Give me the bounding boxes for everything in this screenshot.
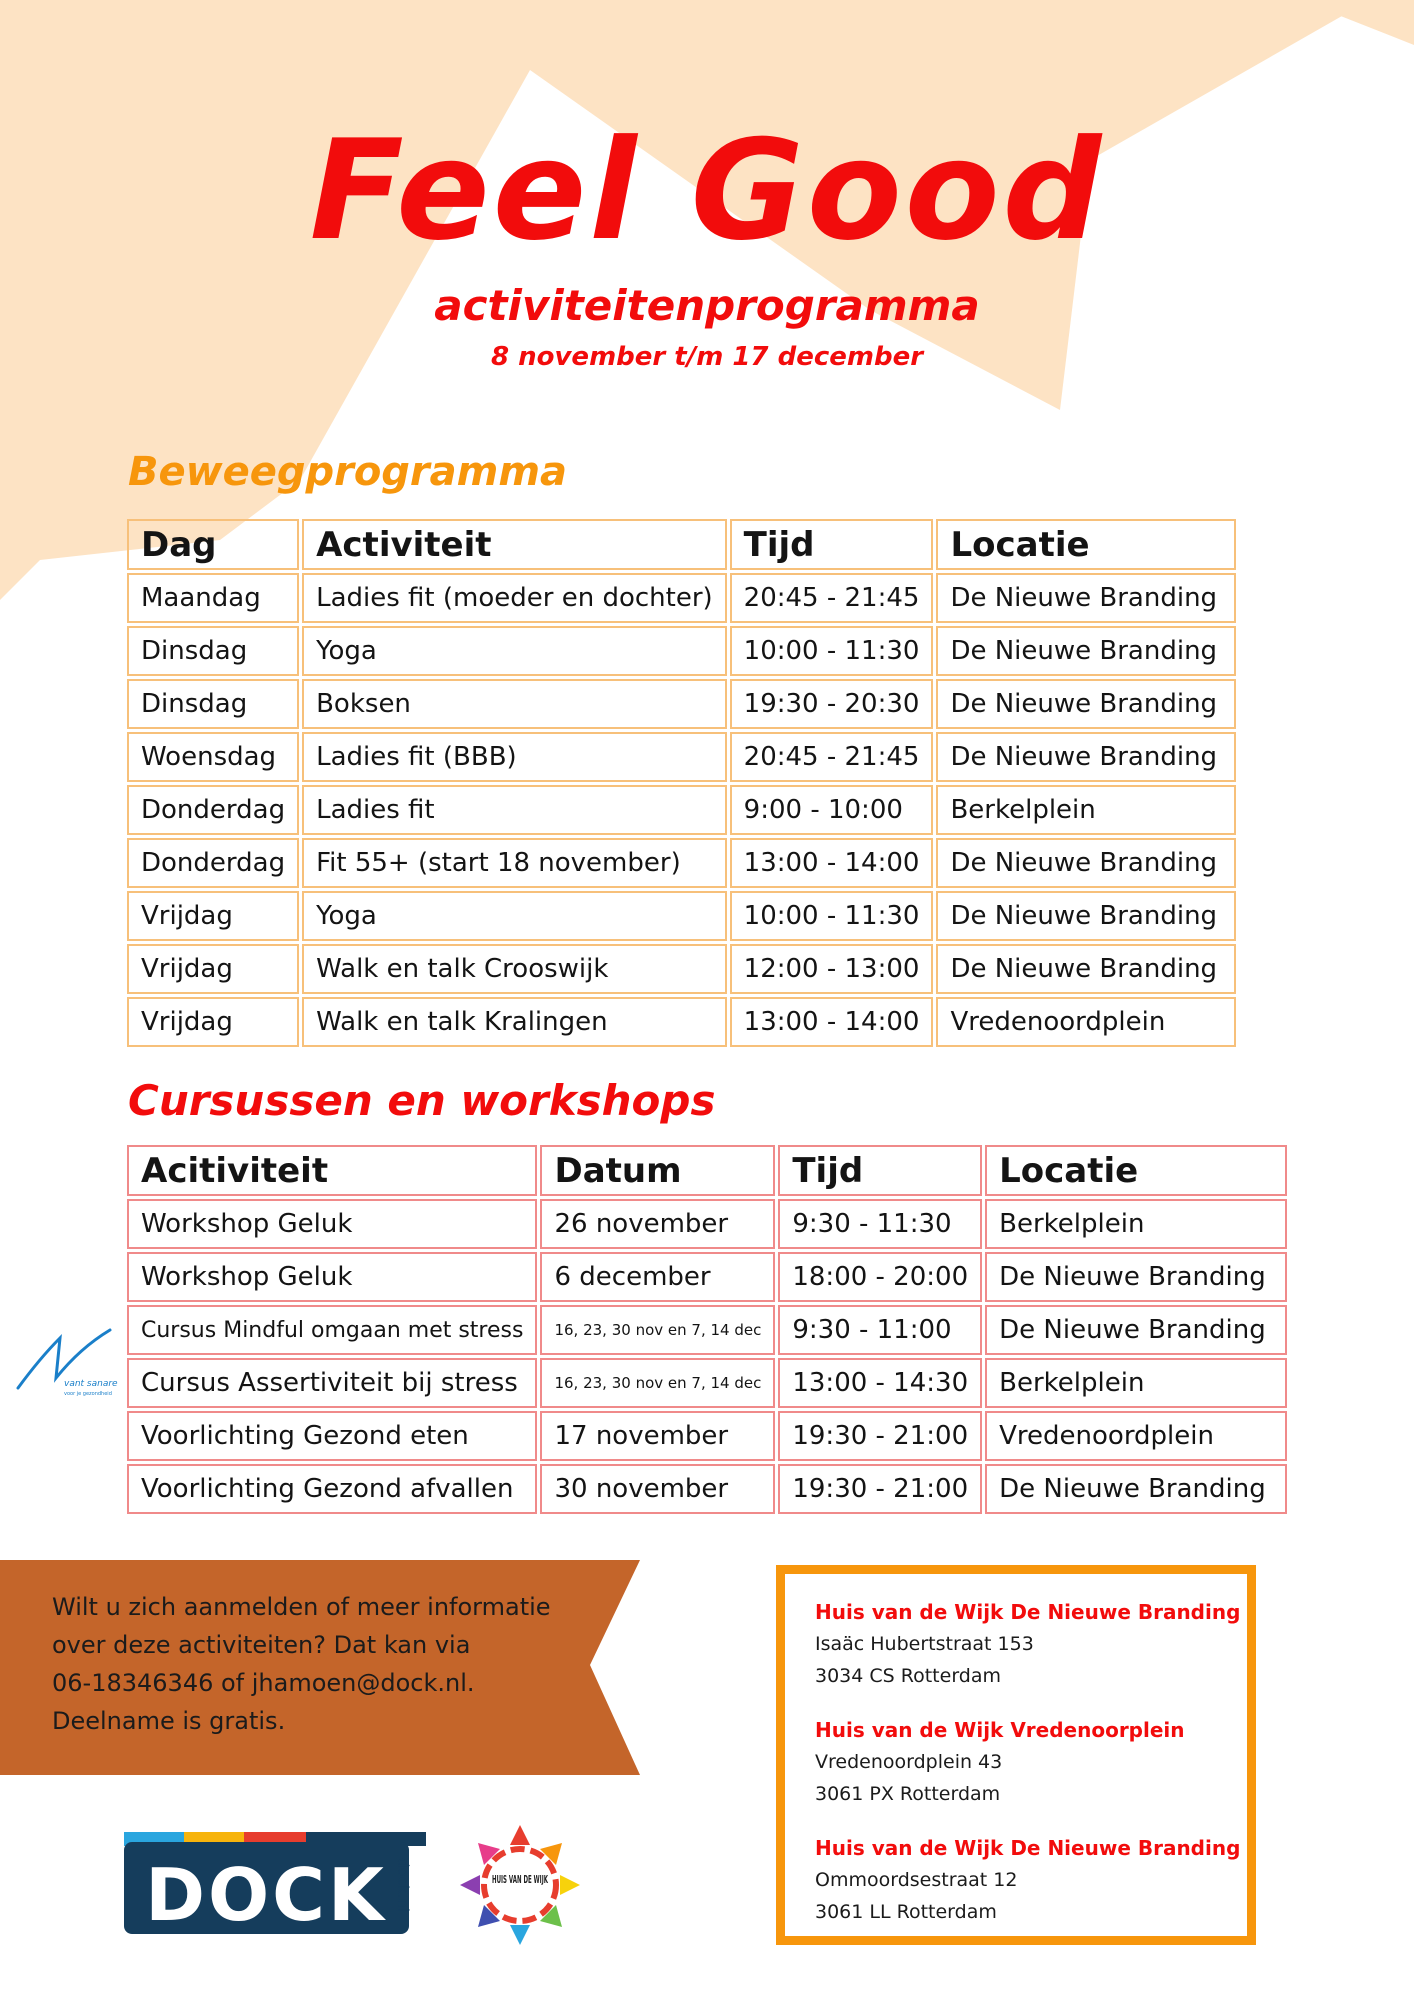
table-row xyxy=(127,891,1236,941)
cell-dag: Dinsdag xyxy=(127,679,299,729)
table-row xyxy=(127,1199,1287,1249)
cell-activiteit: Voorlichting Gezond eten xyxy=(127,1411,537,1461)
cell-tijd: 10:00 - 11:30 xyxy=(730,626,934,676)
cell-locatie: De Nieuwe Branding xyxy=(936,838,1236,888)
info-line: 06-18346346 of jhamoen@dock.nl. xyxy=(52,1669,475,1697)
page-title: Feel Good xyxy=(309,110,1105,271)
cell-locatie: Vredenoordplein xyxy=(936,997,1236,1047)
cell-activiteit: Cursus Mindful omgaan met stress xyxy=(127,1305,537,1355)
dock-url: dock.nl xyxy=(394,1858,412,1913)
table-row xyxy=(127,626,1236,676)
cell-tijd: 19:30 - 21:00 xyxy=(778,1411,982,1461)
info-line: Wilt u zich aanmelden of meer informatie xyxy=(52,1593,551,1621)
vant-sanare-logo xyxy=(10,1318,120,1398)
info-text xyxy=(52,1588,572,1740)
cell-datum: 26 november xyxy=(540,1199,775,1249)
cursussen-heading: Cursussen en workshops xyxy=(128,1076,716,1125)
cell-datum: 16, 23, 30 nov en 7, 14 dec xyxy=(540,1358,775,1408)
table-row xyxy=(127,785,1236,835)
table-row xyxy=(127,1252,1287,1302)
cell-locatie: De Nieuwe Branding xyxy=(936,573,1236,623)
column-header: Tijd xyxy=(778,1145,982,1196)
table-row xyxy=(127,1464,1287,1514)
info-line: over deze activiteiten? Dat kan via xyxy=(52,1631,471,1659)
cell-dag: Woensdag xyxy=(127,732,299,782)
beweeg-table xyxy=(124,516,1239,1050)
cell-activiteit: Walk en talk Kralingen xyxy=(302,997,727,1047)
cell-datum: 17 november xyxy=(540,1411,775,1461)
table-row xyxy=(127,997,1236,1047)
column-header: Activiteit xyxy=(302,519,727,570)
cell-tijd: 18:00 - 20:00 xyxy=(778,1252,982,1302)
dock-wordmark: DOCK xyxy=(145,1853,387,1937)
cell-locatie: De Nieuwe Branding xyxy=(936,626,1236,676)
cell-locatie: De Nieuwe Branding xyxy=(985,1464,1287,1514)
cell-locatie: De Nieuwe Branding xyxy=(936,944,1236,994)
cell-activiteit: Voorlichting Gezond afvallen xyxy=(127,1464,537,1514)
address-block xyxy=(815,1832,1247,1928)
table-row xyxy=(127,573,1236,623)
address-street: Vredenoordplein 43 xyxy=(815,1751,1003,1773)
table-header-row xyxy=(127,519,1236,570)
address-city: 3034 CS Rotterdam xyxy=(815,1665,1002,1687)
cell-activiteit: Yoga xyxy=(302,626,727,676)
cell-locatie: Berkelplein xyxy=(985,1358,1287,1408)
cell-tijd: 9:00 - 10:00 xyxy=(730,785,934,835)
address-street: Isaäc Hubertstraat 153 xyxy=(815,1633,1034,1655)
cell-tijd: 19:30 - 21:00 xyxy=(778,1464,982,1514)
cell-locatie: Berkelplein xyxy=(985,1199,1287,1249)
table-row xyxy=(127,679,1236,729)
address-name: Huis van de Wijk De Nieuwe Branding xyxy=(815,1836,1241,1860)
cell-tijd: 13:00 - 14:30 xyxy=(778,1358,982,1408)
cell-activiteit: Fit 55+ (start 18 november) xyxy=(302,838,727,888)
cell-dag: Dinsdag xyxy=(127,626,299,676)
cell-locatie: De Nieuwe Branding xyxy=(985,1252,1287,1302)
cell-locatie: De Nieuwe Branding xyxy=(936,891,1236,941)
hvdw-text: HUIS VAN DE WIJK xyxy=(492,1873,549,1886)
address-name: Huis van de Wijk Vredenoorplein xyxy=(815,1718,1185,1742)
cell-tijd: 19:30 - 20:30 xyxy=(730,679,934,729)
table-row xyxy=(127,732,1236,782)
cell-dag: Maandag xyxy=(127,573,299,623)
cell-activiteit: Yoga xyxy=(302,891,727,941)
cell-dag: Vrijdag xyxy=(127,944,299,994)
cell-activiteit: Workshop Geluk xyxy=(127,1199,537,1249)
cell-activiteit: Boksen xyxy=(302,679,727,729)
cell-activiteit: Cursus Assertiviteit bij stress xyxy=(127,1358,537,1408)
cell-activiteit: Ladies fit (moeder en dochter) xyxy=(302,573,727,623)
cell-locatie: Berkelplein xyxy=(936,785,1236,835)
cell-activiteit: Ladies fit (BBB) xyxy=(302,732,727,782)
address-box xyxy=(776,1565,1256,1945)
cell-dag: Vrijdag xyxy=(127,997,299,1047)
column-header: Acitiviteit xyxy=(127,1145,537,1196)
cell-dag: Vrijdag xyxy=(127,891,299,941)
address-city: 3061 PX Rotterdam xyxy=(815,1783,1001,1805)
table-row xyxy=(127,1305,1287,1355)
column-header: Tijd xyxy=(730,519,934,570)
cell-tijd: 20:45 - 21:45 xyxy=(730,732,934,782)
address-city: 3061 LL Rotterdam xyxy=(815,1901,997,1923)
cell-datum: 6 december xyxy=(540,1252,775,1302)
column-header: Dag xyxy=(127,519,299,570)
table-row xyxy=(127,944,1236,994)
cell-dag: Donderdag xyxy=(127,785,299,835)
cell-locatie: Vredenoordplein xyxy=(985,1411,1287,1461)
cell-activiteit: Ladies fit xyxy=(302,785,727,835)
cell-locatie: De Nieuwe Branding xyxy=(936,679,1236,729)
cursussen-table xyxy=(124,1142,1290,1517)
info-line: Deelname is gratis. xyxy=(52,1707,286,1735)
address-block xyxy=(815,1714,1247,1810)
cell-locatie: De Nieuwe Branding xyxy=(985,1305,1287,1355)
cell-dag: Donderdag xyxy=(127,838,299,888)
cell-tijd: 10:00 - 11:30 xyxy=(730,891,934,941)
cell-tijd: 9:30 - 11:30 xyxy=(778,1199,982,1249)
column-header: Datum xyxy=(540,1145,775,1196)
table-row xyxy=(127,1411,1287,1461)
table-header-row xyxy=(127,1145,1287,1196)
huis-van-de-wijk-logo xyxy=(455,1820,585,1950)
cell-activiteit: Workshop Geluk xyxy=(127,1252,537,1302)
vant-tagline: voor je gezondheid xyxy=(64,1391,112,1397)
address-street: Ommoordsestraat 12 xyxy=(815,1869,1018,1891)
cell-tijd: 20:45 - 21:45 xyxy=(730,573,934,623)
beweeg-heading: Beweegprogramma xyxy=(128,449,568,495)
address-name: Huis van de Wijk De Nieuwe Branding xyxy=(815,1600,1241,1624)
cell-locatie: De Nieuwe Branding xyxy=(936,732,1236,782)
cell-datum: 16, 23, 30 nov en 7, 14 dec xyxy=(540,1305,775,1355)
date-range: 8 november t/m 17 december xyxy=(490,342,924,372)
cell-activiteit: Walk en talk Crooswijk xyxy=(302,944,727,994)
page-subtitle: activiteitenprogramma xyxy=(434,281,980,330)
column-header: Locatie xyxy=(936,519,1236,570)
cell-datum: 30 november xyxy=(540,1464,775,1514)
table-row xyxy=(127,838,1236,888)
cell-tijd: 9:30 - 11:00 xyxy=(778,1305,982,1355)
cell-tijd: 12:00 - 13:00 xyxy=(730,944,934,994)
address-block xyxy=(815,1596,1247,1692)
column-header: Locatie xyxy=(985,1145,1287,1196)
table-row xyxy=(127,1358,1287,1408)
cell-tijd: 13:00 - 14:00 xyxy=(730,838,934,888)
vant-name: vant sanare xyxy=(64,1379,118,1389)
cell-tijd: 13:00 - 14:00 xyxy=(730,997,934,1047)
